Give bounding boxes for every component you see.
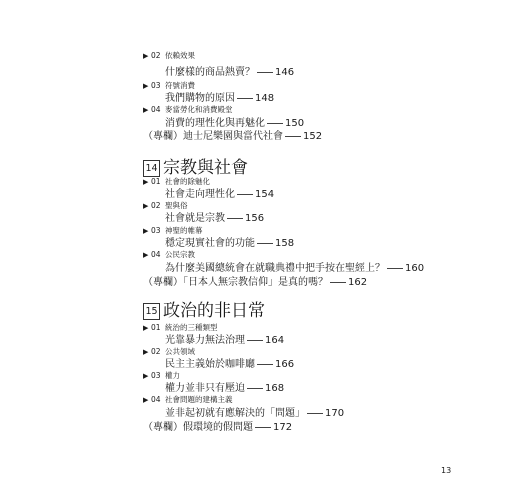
toc-entry[interactable] [165, 117, 304, 130]
toc-entry-head [143, 347, 195, 357]
toc-entry-head [143, 371, 180, 381]
entry-heading: 社會問題的建構主義 [165, 395, 233, 404]
toc-entry-head [143, 51, 195, 61]
toc-column-entry[interactable] [143, 276, 367, 289]
leader-line [330, 282, 346, 283]
leader-line [307, 413, 323, 414]
entry-title: 社會走向理性化 [165, 189, 235, 200]
section-number-box: 15 [143, 303, 160, 320]
entry-number: 04 [151, 395, 161, 404]
toc-entry-head [143, 395, 233, 405]
entry-number: 01 [151, 323, 161, 332]
triangle-bullet-icon: ▶ [143, 52, 149, 60]
entry-page: 156 [245, 213, 265, 224]
entry-page: 162 [348, 277, 368, 288]
column-title: （專欄）「日本人無宗教信仰」是真的嗎？ [143, 277, 328, 288]
leader-line [247, 388, 263, 389]
entry-heading: 依賴效果 [165, 51, 195, 60]
section-title: 宗教與社會 [163, 158, 248, 178]
entry-page: 166 [275, 359, 295, 370]
leader-line [257, 72, 273, 73]
leader-line [237, 194, 253, 195]
entry-page: 172 [273, 422, 293, 433]
entry-number: 03 [151, 81, 161, 90]
entry-title: 社會就是宗教 [165, 213, 225, 224]
entry-page: 146 [275, 67, 295, 78]
entry-number: 03 [151, 371, 161, 380]
toc-entry[interactable] [165, 262, 424, 275]
entry-heading: 麥當勞化和消費殿堂 [165, 105, 233, 114]
section-title: 政治的非日常 [163, 301, 265, 321]
entry-page: 170 [325, 408, 345, 419]
section-number-box: 14 [143, 160, 160, 177]
leader-line [227, 218, 243, 219]
entry-title: 權力並非只有壓迫 [165, 383, 245, 394]
triangle-bullet-icon: ▶ [143, 82, 149, 90]
toc-entry-head [143, 323, 218, 333]
entry-heading: 統治的三種類型 [165, 323, 218, 332]
entry-title: 光靠暴力無法治理 [165, 335, 245, 346]
toc-column-entry[interactable] [143, 421, 292, 434]
toc-entry-head [143, 250, 195, 260]
entry-title: 消費的理性化與再魅化 [165, 118, 265, 129]
triangle-bullet-icon: ▶ [143, 396, 149, 404]
toc-entry[interactable] [165, 334, 284, 347]
toc-entry[interactable] [165, 237, 294, 250]
leader-line [257, 364, 273, 365]
entry-page: 150 [285, 118, 305, 129]
leader-line [387, 268, 403, 269]
entry-page: 168 [265, 383, 285, 394]
triangle-bullet-icon: ▶ [143, 372, 149, 380]
entry-heading: 符號消費 [165, 81, 195, 90]
entry-title: 穩定現實社會的功能 [165, 238, 255, 249]
column-title: （專欄）假環境的假問題 [143, 422, 253, 433]
leader-line [237, 98, 253, 99]
triangle-bullet-icon: ▶ [143, 251, 149, 259]
triangle-bullet-icon: ▶ [143, 227, 149, 235]
toc-entry[interactable] [165, 358, 294, 371]
leader-line [267, 123, 283, 124]
toc-entry-head [143, 201, 188, 211]
entry-page: 154 [255, 189, 275, 200]
entry-title: 我們購物的原因 [165, 93, 235, 104]
toc-entry[interactable] [165, 66, 294, 79]
entry-number: 01 [151, 177, 161, 186]
entry-heading: 公民宗教 [165, 250, 195, 259]
toc-entry[interactable] [165, 188, 274, 201]
triangle-bullet-icon: ▶ [143, 106, 149, 114]
entry-title: 為什麼美國總統會在就職典禮中把手按在聖經上？ [165, 263, 385, 274]
toc-entry-head [143, 226, 203, 236]
toc-entry[interactable] [165, 212, 264, 225]
triangle-bullet-icon: ▶ [143, 178, 149, 186]
entry-page: 148 [255, 93, 275, 104]
toc-entry[interactable] [165, 92, 274, 105]
leader-line [255, 427, 271, 428]
entry-heading: 神聖的帷幕 [165, 226, 203, 235]
entry-title: 民主主義始於咖啡廳 [165, 359, 255, 370]
entry-heading: 聖與俗 [165, 201, 188, 210]
toc-entry[interactable] [165, 382, 284, 395]
triangle-bullet-icon: ▶ [143, 202, 149, 210]
entry-page: 158 [275, 238, 295, 249]
section-heading [143, 300, 265, 322]
entry-title: 並非起初就有應解決的「問題」 [165, 408, 305, 419]
entry-number: 02 [151, 51, 161, 60]
leader-line [247, 340, 263, 341]
toc-entry-head [143, 177, 210, 187]
entry-heading: 社會的除魅化 [165, 177, 210, 186]
entry-number: 04 [151, 105, 161, 114]
entry-page: 160 [405, 263, 425, 274]
entry-number: 03 [151, 226, 161, 235]
page-number: 13 [441, 466, 452, 475]
entry-heading: 權力 [165, 371, 180, 380]
entry-title: 什麼樣的商品熱賣？ [165, 67, 255, 78]
toc-entry[interactable] [165, 407, 344, 420]
leader-line [257, 243, 273, 244]
column-title: （專欄）迪士尼樂園與當代社會 [143, 131, 283, 142]
entry-heading: 公共領域 [165, 347, 195, 356]
entry-number: 02 [151, 347, 161, 356]
entry-page: 164 [265, 335, 285, 346]
toc-entry-head [143, 81, 195, 91]
triangle-bullet-icon: ▶ [143, 324, 149, 332]
entry-number: 04 [151, 250, 161, 259]
triangle-bullet-icon: ▶ [143, 348, 149, 356]
entry-page: 152 [303, 131, 323, 142]
leader-line [285, 136, 301, 137]
entry-number: 02 [151, 201, 161, 210]
toc-column-entry[interactable] [143, 130, 322, 143]
toc-entry-head [143, 105, 233, 115]
section-heading [143, 157, 248, 179]
